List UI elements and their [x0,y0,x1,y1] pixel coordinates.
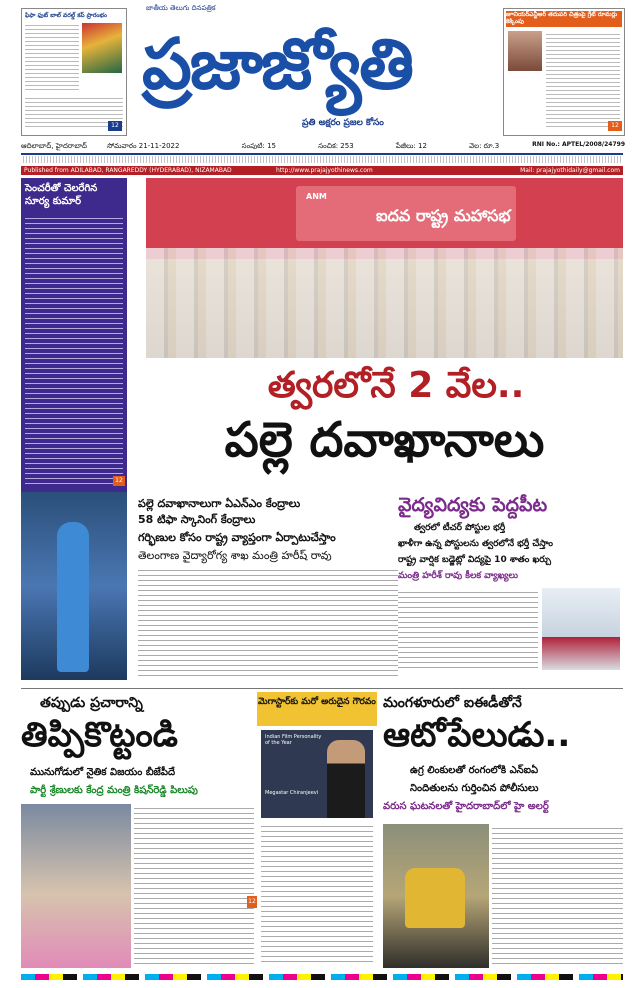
story-middle-page-badge: 12 [247,896,257,908]
sidebar-page-badge: 12 [113,476,125,486]
website[interactable]: http://www.prajajyothinews.com [276,167,373,174]
dateline-volume: సంపుటి: 15 [241,142,277,150]
dateline-pages: పేజీలు: 12 [395,142,427,150]
dateline-price: వెల: రూ.3 [469,142,500,150]
story-left-deck-1: మునుగోడులో నైతిక విజయం బీజేపీదే [30,767,176,778]
masthead [0,0,640,150]
photo-caption: Indian Film Personality of the Year [265,734,322,746]
auto-photo [383,824,489,968]
story-left-deck-2: పార్టీ శ్రేణులకు కేంద్ర మంత్రి కిషన్‌రెడ్డి పిలుపు [30,785,198,796]
story-right-deck-2: నిందితులను గుర్తించిన పోలీసులు [410,783,539,794]
banner-people [146,248,623,358]
chiranjeevi-photo [261,730,373,818]
story-left-kicker: తప్పుడు ప్రచారాన్ని [40,695,143,711]
mail[interactable]: Mail: prajajyothidaily@gmail.com [520,167,620,174]
newspaper-title: ప్రజాజ్యోతి [142,23,412,105]
banner-stage-text: ఐదవ రాష్ట్ర మహాసభ [376,206,511,225]
side-deck-3: రాష్ట్ర వార్షిక బడ్జెట్లో విద్యపై 10 శాతం ఖర్చు [398,555,551,565]
story-right-kicker: మంగళూరులో ఐఈడీతోనే [383,695,522,711]
story-right-deck-1: ఉగ్ర లింకులతో రంగంలోకి ఎన్ఐఏ [410,765,539,776]
lead-deck-1: పల్లె దవాఖానాలుగా ఏఎన్ఎం కేంద్రాలు [138,497,301,510]
published-bar [21,166,623,175]
left-promo-box[interactable] [21,8,127,136]
lead-headline-1: త్వరలోనే 2 వేల.. [267,365,525,406]
section-divider [21,688,623,689]
panchangam-strip [21,156,623,163]
side-deck-1: త్వరలో టీచర్ పోస్టుల భర్తీ [414,523,506,533]
dateline-place: ఆదిలాబాద్, హైదరాబాద్ [21,142,87,150]
left-promo-page-badge: 12 [108,121,122,131]
lead-body-text [138,566,398,678]
slogan: ప్రతి అక్షరం ప్రజల కోసం [302,118,384,128]
side-story-headline: వైద్యవిద్యకు పెద్దపీట [398,494,548,516]
side-body-text [398,588,538,670]
minister-photo [542,588,620,670]
sidebar-text [25,214,123,484]
story-right-body [492,824,623,968]
lead-deck-3: గర్భిణుల కోసం రాష్ట్ర వ్యాప్తంగా ఏర్పాటుచేస్తాం [138,531,336,544]
sidebar-story[interactable] [21,178,127,492]
side-deck-2: ఖాళీగా ఉన్న పోస్టులను త్వరలోనే భర్తీ చేస్తాం [398,539,553,549]
dateline-date: సోమవారం 21-11-2022 [107,142,180,150]
cricketer-figure [57,522,89,672]
story-left-headline: తిప్పికొట్టండి [21,715,178,755]
color-strip [21,974,623,980]
story-middle-headline: మెగాస్టార్‌కు మరో అరుదైన గౌరవం [257,692,377,726]
tagline: జాతీయ తెలుగు దినపత్రిక [146,4,216,12]
lead-deck-2: 58 టిఫా స్కానింగ్ కేంద్రాలు [138,513,256,526]
dateline-rni: RNI No.: APTEL/2008/24799 [532,141,625,148]
name-tag: Megastar Chiranjeevi [265,790,319,796]
side-story[interactable] [394,492,623,680]
story-right-deck-3: వరుస ఘటనలతో హైదరాబాద్‌లో హై అలర్ట్ [383,801,549,812]
autorickshaw [405,868,465,928]
lead-deck-4: తెలంగాణ వైద్యారోగ్య శాఖ మంత్రి హరీష్ రావు [138,549,332,562]
right-promo-text [546,31,620,127]
sidebar-headline: సెంచరీతో చెలరేగిన సూర్య కుమార్ [25,183,98,207]
lead-headline-2: పల్లె దవాఖానాలు [224,412,545,468]
right-promo-box[interactable] [503,8,625,136]
left-promo-text [25,22,79,92]
ntr-photo [508,31,542,71]
story-middle[interactable] [248,692,377,972]
right-promo-page-badge: 12 [608,121,622,131]
left-promo-headline: ఫిఫా ఫుట్ బాల్ వరల్డ్ కప్ ప్రారంభం [25,12,108,19]
story-middle-body [261,822,373,964]
banner-photo [146,178,623,358]
banner-logo: ANM [306,192,327,201]
side-deck-4: మంత్రి హరీశ్ రావు కీలక వ్యాఖ్యలు [398,571,519,581]
published-from: Published from ADILABAD, RANGAREDDY (HYDERABAD), NIZAMABAD [24,167,232,174]
football-photo [82,23,122,73]
story-left-body [134,804,254,968]
dateline-issue: సంచిక: 253 [318,142,354,150]
kishan-photo [21,804,131,968]
right-promo-headline: జూనియర్ఎన్టీఆర్ తదుపరి చిత్రంపై గ్రేట్ రూమర్లు కెక్కింపు [506,11,622,27]
cricket-photo [21,492,127,680]
story-right-headline: ఆటోపేలుడు.. [383,715,571,755]
chiranjeevi-figure [327,740,365,818]
